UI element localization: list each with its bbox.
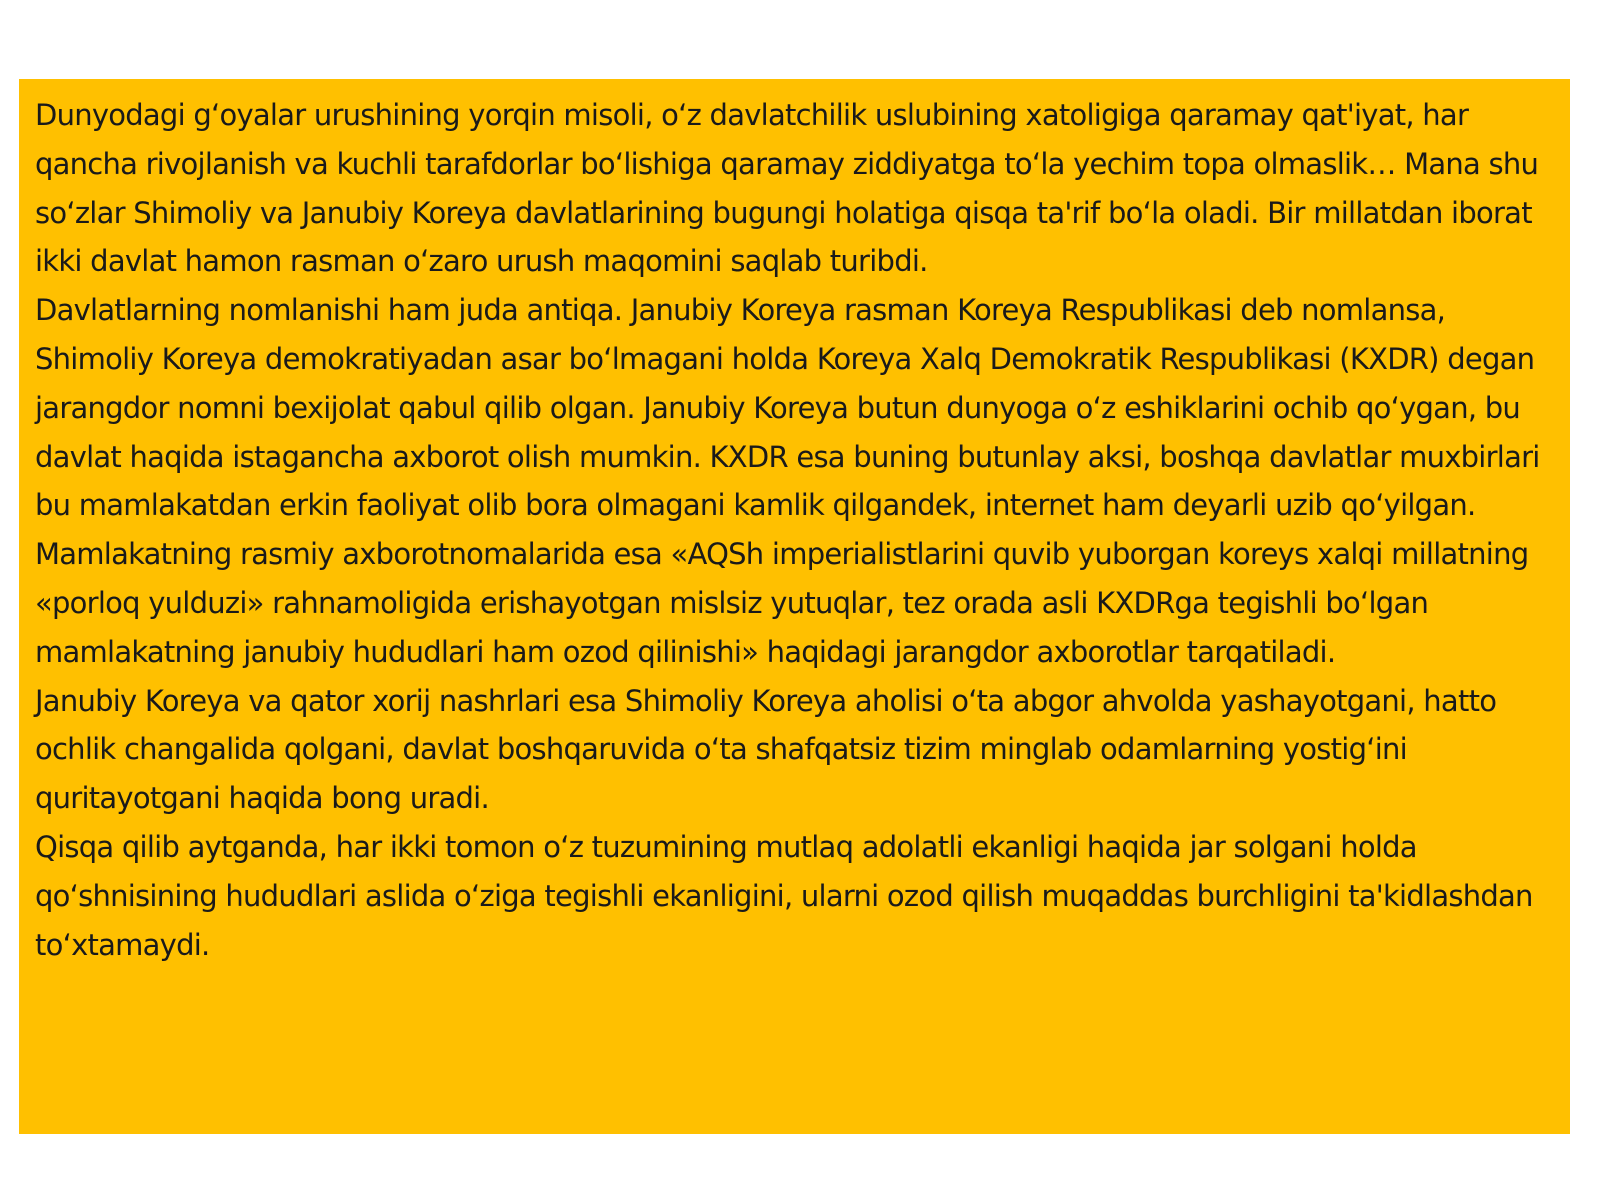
text-box (19, 79, 1570, 1134)
paragraph-4: Janubiy Koreya va qator xorij nashrlari esa Shimoliy Koreya aholisi oʻta abgor ahvolda yashayotgani, hatto ochlik changalida qolgani, davlat boshqaruvida oʻta shafqatsiz tizim minglab odamlarning yostigʻini quritayotgani haqida bong uradi. (35, 683, 1497, 816)
paragraph-3: Mamlakatning rasmiy axborotnomalarida esa «AQSh imperialistlarini quvib yuborgan koreys xalqi millatning «porloq yulduzi» rahnamoligida erishayotgan mislsiz yutuqlar, tez orada asli KXDRga tegishli boʻlgan mamlakatning janubiy hududlari ham ozod qilinishi» haqidagi jarangdor axborotlar tarqatiladi. (35, 537, 1529, 669)
paragraph-1: Dunyodagi gʻoyalar urushining yorqin misoli, oʻz davlatchilik uslubining xatoligiga qaramay qat'iyat, har qancha rivojlanish va kuchli tarafdorlar boʻlishiga qaramay ziddiyatga toʻla yechim topa olmaslik… Mana shu soʻzlar Shimoliy va Janubiy Koreya davlatlarining bugungi holatiga qisqa ta'rif boʻla oladi. Bir millatdan iborat ikki davlat hamon rasman oʻzaro urush maqomini saqlab turibdi. (35, 98, 1539, 279)
paragraph-2: Davlatlarning nomlanishi ham juda antiqa. Janubiy Koreya rasman Koreya Respublikasi deb nomlansa, Shimoliy Koreya demokratiyadan asar boʻlmagani holda Koreya Xalq Demokratik Respublikasi (KXDR) degan jarangdor nomni bexijolat qabul qilib olgan. Janubiy Koreya butun dunyoga oʻz eshiklarini ochib qoʻygan, bu davlat haqida istagancha axborot olish mumkin. KXDR esa buning butunlay aksi, boshqa davlatlar muxbirlari bu mamlakatdan erkin faoliyat olib bora olmagani kamlik qilgandek, internet ham deyarli uzib qoʻyilgan. (35, 293, 1540, 523)
paragraph-5: Qisqa qilib aytganda, har ikki tomon oʻz tuzumining mutlaq adolatli ekanligi haqida jar solgani holda qoʻshnisining hududlari aslida oʻziga tegishli ekanligini, ularni ozod qilish muqaddas burchligini ta'kidlashdan toʻxtamaydi. (35, 829, 1533, 962)
